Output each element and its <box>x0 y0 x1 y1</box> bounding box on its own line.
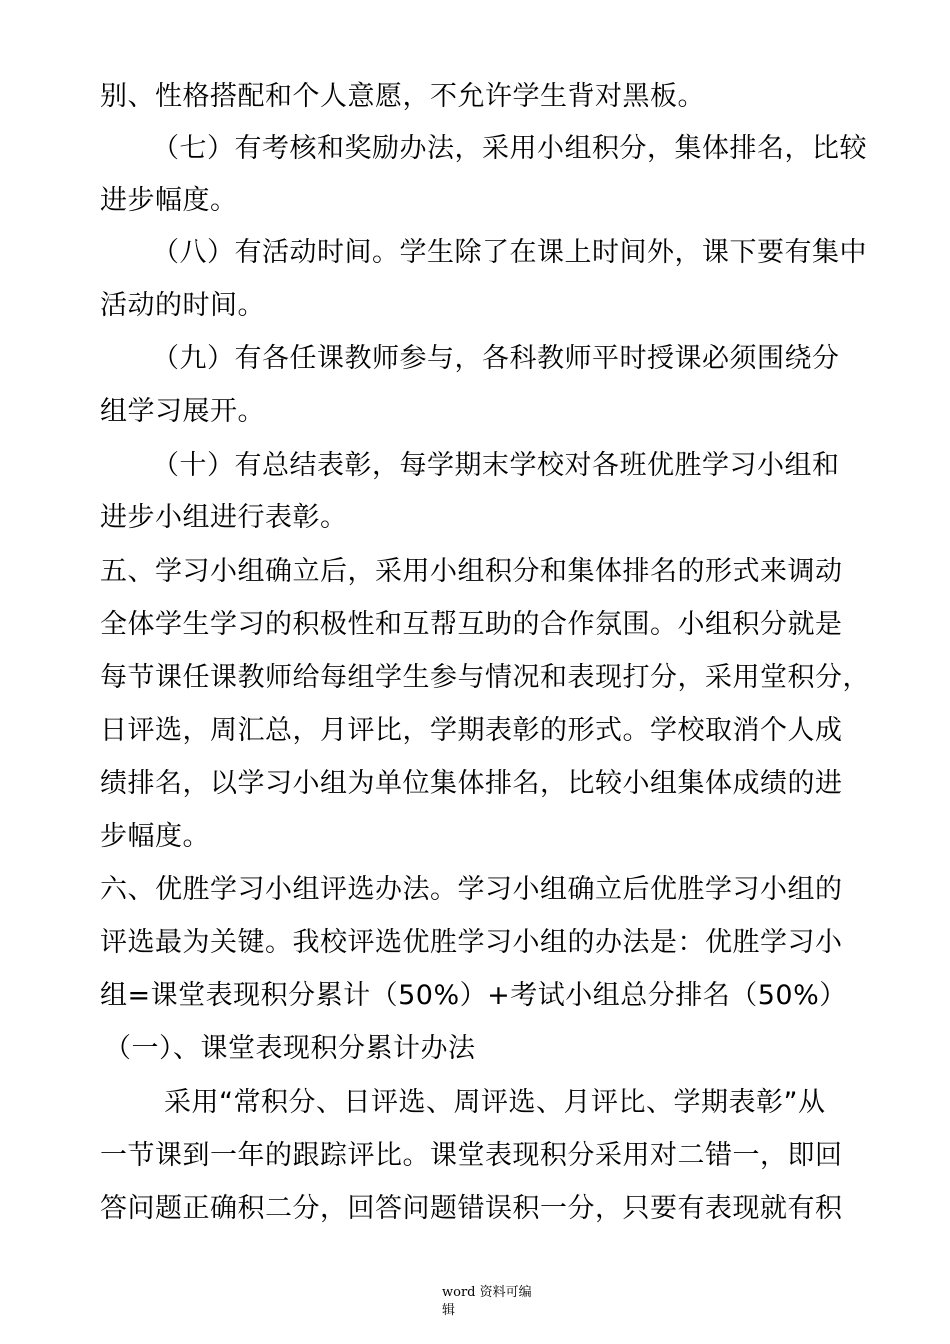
text-line: 全体学生学习的积极性和互帮互助的合作氛围。小组积分就是 <box>100 609 843 640</box>
text-line: （八）有活动时间。学生除了在课上时间外，课下要有集中 <box>152 237 867 268</box>
text-line: 评选最为关键。我校评选优胜学习小组的办法是：优胜学习小 <box>100 927 843 958</box>
page-footer <box>442 1284 552 1320</box>
footer-line: word 资料可编 <box>442 1285 532 1300</box>
text-line: 组=课堂表现积分累计（50%）+考试小组总分排名（50%） <box>100 980 847 1011</box>
text-line: 每节课任课教师给每组学生参与情况和表现打分，采用堂积分， <box>100 662 870 693</box>
text-line: 活动的时间。 <box>100 290 265 321</box>
text-line: 采用“常积分、日评选、周评选、月评比、学期表彰”从 <box>164 1087 826 1118</box>
text-line: （九）有各任课教师参与，各科教师平时授课必须围绕分 <box>152 343 840 374</box>
text-line: 六、优胜学习小组评选办法。学习小组确立后优胜学习小组的 <box>100 874 843 905</box>
footer-line: 辑 <box>442 1303 456 1318</box>
text-line: 步幅度。 <box>100 821 210 852</box>
text-line: 进步幅度。 <box>100 185 238 216</box>
text-line: 绩排名，以学习小组为单位集体排名，比较小组集体成绩的进 <box>100 768 843 799</box>
text-line: 别、性格搭配和个人意愿，不允许学生背对黑板。 <box>100 81 705 112</box>
text-line: 组学习展开。 <box>100 396 265 427</box>
text-line: 答问题正确积二分，回答问题错误积一分，只要有表现就有积 <box>100 1193 843 1224</box>
section-heading: （一）、课堂表现积分累计办法 <box>104 1033 476 1064</box>
text-line: （十）有总结表彰，每学期末学校对各班优胜学习小组和 <box>152 450 840 481</box>
text-line: 五、学习小组确立后，采用小组积分和集体排名的形式来调动 <box>100 556 843 587</box>
text-line: 一节课到一年的跟踪评比。课堂表现积分采用对二错一，即回 <box>100 1140 843 1171</box>
text-line: （七）有考核和奖励办法，采用小组积分，集体排名，比较 <box>152 133 867 164</box>
text-line: 进步小组进行表彰。 <box>100 502 348 533</box>
text-line: 日评选，周汇总，月评比，学期表彰的形式。学校取消个人成 <box>100 715 843 746</box>
